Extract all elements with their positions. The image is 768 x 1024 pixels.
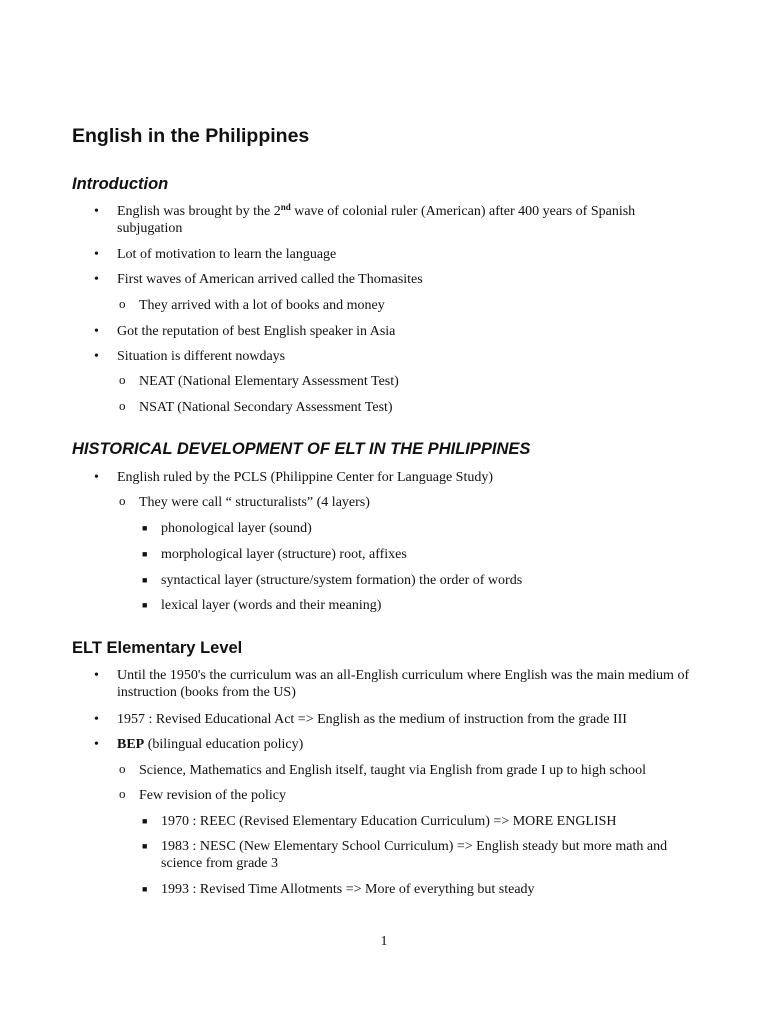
bullet: • [94, 324, 99, 339]
list-item [94, 736, 697, 753]
document-title: English in the Philippines [72, 125, 310, 147]
list-subsubitem [142, 597, 691, 614]
bullet: ■ [142, 575, 148, 585]
item-text: English was brought by the 2 [117, 204, 281, 219]
item-text: Got the reputation of best English speaker in Asia [117, 324, 396, 339]
item-text: Until the 1950's the curriculum was an all-English curriculum where English was the main medium of instruction (books from the US) [117, 668, 690, 700]
list-item [94, 711, 697, 728]
bullet: • [94, 247, 99, 262]
list-subsubitem [142, 813, 691, 830]
list-subitem [119, 398, 699, 416]
bullet: • [94, 272, 99, 287]
item-text: Situation is different nowdays [117, 349, 286, 364]
superscript: nd [280, 202, 291, 212]
section-heading-historical: HISTORICAL DEVELOPMENT OF ELT IN THE PHILIPPINES [72, 440, 531, 458]
bullet: o [119, 372, 126, 387]
item-text: English ruled by the PCLS (Philippine Center for Language Study) [117, 470, 494, 485]
bullet: • [94, 349, 99, 364]
bullet: o [119, 786, 126, 801]
bullet: • [94, 712, 99, 727]
item-text: Lot of motivation to learn the language [117, 247, 337, 262]
item-text: morphological layer (structure) root, affixes [161, 547, 407, 562]
bullet: o [119, 761, 126, 776]
item-text-bold: BEP [117, 737, 145, 752]
bullet: o [119, 296, 126, 311]
bullet: ■ [142, 816, 148, 826]
list-subitem [119, 761, 699, 779]
list-item [94, 323, 697, 340]
list-item [94, 202, 697, 237]
bullet: o [119, 398, 126, 413]
item-text: wave of colonial ruler (American) after 400 years of Spanish subjugation [117, 204, 636, 236]
bullet: ■ [142, 600, 148, 610]
list-subitem [119, 493, 699, 511]
bullet: • [94, 737, 99, 752]
bullet: ■ [142, 884, 148, 894]
bullet: • [94, 668, 99, 683]
bullet: • [94, 470, 99, 485]
section-heading-elementary: ELT Elementary Level [72, 639, 243, 657]
list-item [94, 271, 697, 288]
item-text: (bilingual education policy) [144, 737, 304, 752]
list-subitem [119, 786, 699, 804]
list-item [94, 348, 697, 365]
bullet: ■ [142, 841, 148, 851]
item-text: They were call “ structuralists” (4 layers) [139, 495, 370, 510]
item-text: lexical layer (words and their meaning) [161, 598, 382, 613]
list-subitem [119, 296, 699, 314]
bullet: • [94, 204, 99, 219]
list-subsubitem [142, 881, 691, 898]
item-text: First waves of American arrived called the Thomasites [117, 272, 423, 287]
list-subsubitem [142, 838, 691, 872]
item-text: NEAT (National Elementary Assessment Test) [139, 374, 399, 389]
item-text: NSAT (National Secondary Assessment Test) [139, 400, 393, 415]
bullet: ■ [142, 549, 148, 559]
list-subsubitem [142, 546, 691, 563]
list-subsubitem [142, 572, 691, 589]
bullet: ■ [142, 523, 148, 533]
list-item [94, 667, 697, 701]
item-text: 1957 : Revised Educational Act => English as the medium of instruction from the grade III [117, 712, 627, 727]
item-text: syntactical layer (structure/system formation) the order of words [161, 573, 523, 588]
item-text: 1993 : Revised Time Allotments => More of everything but steady [161, 882, 535, 897]
list-subitem [119, 372, 699, 390]
section-heading-introduction: Introduction [72, 175, 169, 193]
item-text: 1983 : NESC (New Elementary School Curriculum) => English steady but more math and science from grade 3 [161, 839, 668, 871]
item-text: They arrived with a lot of books and money [139, 298, 385, 313]
page-number: 1 [380, 934, 388, 949]
list-subsubitem [142, 520, 691, 537]
list-item [94, 469, 697, 486]
item-text: 1970 : REEC (Revised Elementary Education Curriculum) => MORE ENGLISH [161, 814, 617, 829]
item-text: phonological layer (sound) [161, 521, 312, 536]
item-text: Science, Mathematics and English itself, taught via English from grade I up to high school [139, 763, 647, 778]
item-text: Few revision of the policy [139, 788, 286, 803]
list-item [94, 246, 697, 263]
bullet: o [119, 493, 126, 508]
